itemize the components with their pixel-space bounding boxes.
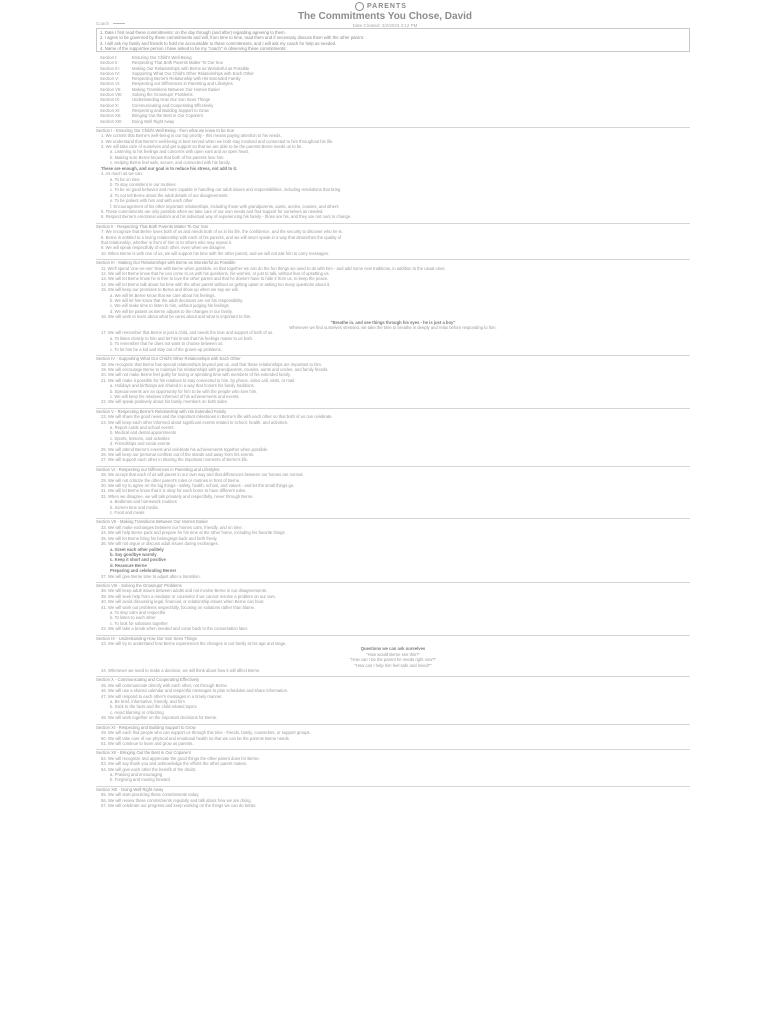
- commitment-line: 41. We will work out problems respectfully, focusing on solutions rather than blame.: [101, 604, 256, 610]
- commitment-line: b. To stay consistent in our routines: [110, 181, 176, 187]
- commitment-line: 57. We will celebrate our progress and keep working on the things we can do better.: [101, 802, 257, 808]
- section-heading: Section X - Communicating and Cooperating Effectively: [96, 677, 200, 683]
- commitment-line: 19. We will encourage Berne to maintain his relationships with grandparents, cousins, aunts and uncles, and family friends.: [101, 366, 329, 372]
- commitment-line: 51. We will continue to learn and grow as parents.: [101, 740, 194, 746]
- commitment-line: f. Encouragement of his other important relationships, including those with grandparents, aunts, uncles, cousins, and others: [110, 203, 339, 209]
- commitment-line: "How can I help him feel safe and loved?": [354, 662, 432, 668]
- toc-section-title: Respecting and Building Support to Grow: [132, 107, 209, 113]
- commitment-line: 38. We will keep adult issues between adults and not involve Berne in our disagreements.: [101, 588, 268, 594]
- commitment-line: d. We will be patient as Berne adjusts to the changes in our family.: [110, 308, 233, 314]
- toc-section-number: Section XI:: [100, 107, 121, 113]
- commitment-line: d. Friendships and social events: [110, 441, 170, 447]
- commitment-line: 48. We will work together on the important decisions for Berne.: [101, 715, 218, 721]
- section-heading: Section VI - Respecting our Differences in Parenting and Lifestyles: [96, 466, 220, 472]
- commitment-line: b. Making sure Berne knows that both of his parents love him.: [110, 154, 225, 160]
- commitment-line: 50. We will take care of our physical and emotional health so that we can be the parents Berne needs.: [101, 735, 290, 741]
- commitment-line: 15. We will keep our promises to Berne and show up when we say we will.: [101, 287, 239, 293]
- commitment-line: 29. We will not criticize the other parent's rules or routines in front of Berne.: [101, 477, 241, 483]
- commitment-line: 10. When Berne is with one of us, we will support his time with the other parent, and we will not ask him to carry messages.: [101, 250, 330, 256]
- commitment-line: 35. We will let Berne bring his belongings back and forth freely.: [101, 535, 218, 541]
- page-subtitle: Date Created: 3/2/2023 3:12 PM: [352, 23, 418, 28]
- commitment-line: 43. We will try to understand how Berne experiences the changes in our family at his age and stage.: [101, 641, 287, 647]
- commitment-line: b. To listen to each other: [110, 615, 156, 621]
- toc-section-number: Section IX:: [100, 97, 121, 103]
- commitment-line: 13. We will let Berne know he is free to love the other parent and that he doesn't have to hide it from us, to keep the peace.: [101, 276, 329, 282]
- section-heading: Section XIII - Doing Well Right Away: [96, 786, 164, 792]
- commitment-line: a. Bedtimes and homework routines: [110, 499, 177, 505]
- commitment-line: 20. We will not make Berne feel guilty for loving or spending time with members of his extended family.: [101, 372, 291, 378]
- intro-line: 3. I will ask my family and friends to hold me accountable to these commitments, and I will ask my coach for help as needed.: [100, 40, 337, 46]
- commitment-line: a. Listening to his feelings and concerns with open ears and an open heart.: [110, 149, 250, 155]
- commitment-line: These are enough, and our goal is to reduce his stress, not add to it.: [101, 165, 238, 171]
- toc-section-number: Section X:: [100, 102, 120, 108]
- commitment-line: 49. We will each find people who can support us through this time - friends, family, counselors, or support groups.: [101, 730, 311, 736]
- toc-section-title: Making Our Relationships with Berne as Wonderful as Possible: [132, 65, 250, 71]
- commitment-line: c. Food and meals: [110, 510, 145, 516]
- commitment-line: 27. We will support each other in sharing the important moments of Berne's life.: [101, 457, 249, 463]
- commitment-line: 40. We will avoid discussing legal, financial, or relationship issues when Berne can hear.: [101, 599, 265, 605]
- section-heading: Section I - Ensuring Our Child's Well-Being - from what we know to be true: [96, 127, 235, 133]
- coach-label: Coach: [96, 21, 110, 26]
- commitment-line: 46. We will use a shared calendar and respectful messages to plan schedules and share information.: [101, 688, 289, 694]
- commitment-line: that relationship, whether in front of him or to others who may repeat it.: [101, 239, 233, 245]
- commitment-line: "Breathe in, and see things through his eyes - he is just a boy": [330, 319, 456, 325]
- logo-text: PARENTS: [367, 3, 407, 10]
- commitment-line: a. Be brief, informative, friendly, and firm: [110, 699, 185, 705]
- commitment-line: Questions we can ask ourselves: [360, 646, 426, 652]
- toc-item: [100, 119, 690, 124]
- commitment-line: b. To remember that he does not want to choose between us.: [110, 341, 224, 347]
- section-heading: Section XI - Respecting and Building Support to Grow: [96, 724, 196, 730]
- section-heading: Section V - Respecting Berne's Relationship with His Extended Family: [96, 408, 227, 414]
- toc-section-number: Section II:: [100, 60, 119, 66]
- commitment-line: "How would Berne see this?": [366, 651, 420, 657]
- page-title: The Commitments You Chose, David: [297, 11, 473, 22]
- commitment-line: 24. We will keep each other informed about significant events related to school, health, and activities.: [101, 419, 289, 425]
- section-heading: Section IV - Supporting What Our Child's Other Relationships with Each Other: [96, 356, 241, 362]
- commitment-line: 31. We will let Berne know that it is okay for each home to have different rules.: [101, 488, 247, 494]
- commitment-line: b. Medical and dental appointments: [110, 430, 177, 436]
- toc-section-title: Doing Well Right Away: [132, 118, 175, 124]
- commitment-line: d. To not tell Berne about the adult details of our disagreements: [110, 192, 228, 198]
- commitment-line: 17. We will remember that Berne is just a child, and needs the love and support of both of us.: [101, 330, 274, 336]
- intro-line: 2. I agree to be governed by these commitments and will, from time to time, read them and if necessary discuss them with the other parent.: [100, 35, 365, 41]
- toc-section-number: Section V:: [100, 76, 119, 82]
- commitment-line: 39. We will seek help from a mediator or counselor if we cannot resolve a problem on our own.: [101, 593, 276, 599]
- commitment-line: 30. We will try to agree on the big things - safety, health, school, and values - and let the small things go.: [101, 483, 295, 489]
- commitment-line: 12. We will let Berne know that he can come to us with his questions, his worries, or just to talk, without fear of upsetting us.: [101, 271, 330, 277]
- commitment-line: 4. As much as we can:: [101, 171, 143, 177]
- toc-section-number: Section VIII:: [100, 92, 123, 98]
- toc-section-title: Supporting What Our Child's Other Relationships with Each Other: [132, 70, 254, 76]
- toc-section-number: Section XIII:: [100, 118, 123, 124]
- intro-line: 1. Date I first read these commitments: on the day through (and after) regarding agreeing to them.: [100, 30, 286, 35]
- commitment-line: 34. We will help Berne pack and prepare for his time at the other home, including his favorite things.: [101, 530, 286, 536]
- commitment-line: b. Stick to the facts and the child-related topics: [110, 704, 197, 710]
- commitment-line: 53. We will say thank you and acknowledge the efforts the other parent makes.: [101, 761, 248, 767]
- toc-section-number: Section IV:: [100, 70, 121, 76]
- intro-box: [96, 28, 690, 52]
- commitment-line: 56. We will review these commitments regularly and talk about how we are doing.: [101, 797, 252, 803]
- commitment-line: 47. We will respond to each other's messages in a timely manner.: [101, 693, 223, 699]
- commitment-line: a. To listen closely to him and let him know that his feelings matter to us both.: [110, 335, 254, 341]
- commitment-line: 22. We will speak positively about his family members on both sides.: [101, 399, 229, 405]
- commitment-line: b. Special events are an opportunity for him to be with the people who love him.: [110, 388, 258, 394]
- commitment-line: c. Avoid blaming or criticizing: [110, 709, 164, 715]
- commitment-line: a. Praising and encouraging: [110, 771, 163, 777]
- commitment-line: a. We will let Berne know that we care about his feelings.: [110, 292, 216, 298]
- commitment-line: d. Reassure Berne: [110, 562, 147, 568]
- commitment-line: c. We will keep his relatives informed of his achievements and events.: [110, 393, 240, 399]
- commitment-line: 55. We will start practicing these commitments today.: [101, 792, 200, 798]
- toc-section-title: Understanding How Our Son Sees Things: [132, 97, 210, 103]
- commitment-line: 18. We recognize that Berne has special relationships beyond just us, and that these relationships are important to him.: [101, 361, 323, 367]
- commitment-line: 44. Whenever we need to make a decision, we will think about how it will affect Berne.: [101, 668, 261, 674]
- commitment-line: 23. We will share the good news and the important milestones in Berne's life with each other so that both of us can celebrate.: [101, 414, 333, 420]
- commitment-line: 16. We will work to learn about what he cares about and what is important to him.: [101, 314, 252, 320]
- commitment-line: "How can I be the parent he needs right now?": [349, 657, 437, 663]
- commitment-line: c. To let him be a kid and stay out of the grown-up problems.: [110, 346, 222, 352]
- toc-section-number: Section I:: [100, 55, 118, 60]
- commitment-line: Preparing and celebrating Berne!: [110, 568, 177, 574]
- commitment-line: 14. We will let Berne talk about his time with the other parent without us getting upset or asking too many questions about it.: [101, 281, 331, 287]
- commitment-line: 5. These commitments are only possible when we take care of our own needs and find support for ourselves as needed.: [101, 208, 324, 214]
- toc-section-number: Section VII:: [100, 86, 122, 92]
- commitment-line: c. Sports, lessons, and activities: [110, 435, 170, 441]
- commitment-line: 9. We will speak respectfully of each other, even when we disagree.: [101, 245, 227, 251]
- toc-section-title: Respecting Berne's Relationship with His Extended Family: [132, 76, 241, 82]
- commitment-line: 28. We accept that each of us will parent in our own way and that differences between our homes are normal.: [101, 472, 304, 478]
- section-heading: Section VII - Making Transitions Between Our Homes Easier: [96, 519, 208, 525]
- commitment-line: b. Screen time and media: [110, 504, 158, 510]
- commitment-line: 11. We'll spend 'one-on-one' time with Berne when possible, so that together we can do the fun things we used to do with him - and add some new traditions, in addition to the usual ones.: [101, 265, 446, 271]
- section-heading: Section II - Respecting That Both Parents Matter To Our Son: [96, 223, 209, 229]
- document-body: [96, 55, 690, 1021]
- toc-section-title: Ensuring Our Child's Well-Being: [132, 55, 192, 60]
- commitment-line: 3. We will take care of ourselves and get support so that we are able to be the parents Berne needs us to be.: [101, 144, 303, 150]
- commitment-line: b. We will let him know that the adult decisions are not his responsibility.: [110, 298, 244, 304]
- commitment-line: 37. We will give Berne time to adjust after a transition.: [101, 573, 201, 579]
- commitment-line: e. To be patient with him and with each other: [110, 198, 193, 204]
- toc-section-title: Bringing Out the Best in Our Coparent: [132, 113, 203, 119]
- commitment-line: a. To stay calm and respectful: [110, 609, 166, 615]
- commitment-line: 25. We will attend Berne's events and celebrate his achievements together when possible.: [101, 446, 269, 452]
- intro-line: 4. Name of the supportive person I have asked to be my "coach" in observing these commitments:: [100, 46, 287, 52]
- sections: [96, 127, 690, 809]
- commitment-line: 8. Berne is entitled to a loving relationship with each of his parents, and we will never speak in a way that diminishes the quality of: [101, 234, 341, 240]
- commitment-line: 1. We commit that Berne's well-being is our top priority - this means paying attention to his needs.: [101, 133, 282, 139]
- commitment-line: c. To be on good behavior and more capable in handling our adult issues and responsibilities, including resolutions that bring: [110, 187, 341, 193]
- commitment-line: c. We will make time to listen to him, without judging his feelings.: [110, 303, 230, 309]
- toc-section-title: Solving the Grownups' Problems: [132, 92, 193, 98]
- commitment-line: a. Greet each other politely: [110, 546, 164, 552]
- commitment-line: 2. We understand that Berne's well-being is best served when we both stay involved and connected to him throughout his life.: [101, 138, 334, 144]
- toc-section-title: Respecting our Differences in Parenting and Lifestyles: [132, 81, 233, 87]
- commitment-line: a. To be on time: [110, 176, 140, 182]
- toc-section-number: Section XII:: [100, 113, 122, 119]
- commitment-line: 45. We will communicate directly with each other, not through Berne.: [101, 682, 229, 688]
- commitment-line: c. To look for solutions together: [110, 620, 168, 626]
- commitment-line: 42. We will take a break when needed and come back to the conversation later.: [101, 626, 249, 632]
- commitment-line: 26. We will keep our personal conflicts out of the stands and away from his events.: [101, 452, 255, 458]
- toc-section-title: Respecting That Both Parents Matter To Our Son: [132, 60, 224, 66]
- commitment-line: a. Holidays and birthdays are shared in a way that honors his family traditions.: [110, 383, 255, 389]
- section-heading: Section IX - Understanding How Our Son Sees Things: [96, 635, 197, 641]
- section-heading: Section VIII - Solving the Grownups' Problems: [96, 582, 182, 588]
- logo-icon: [355, 2, 364, 11]
- commitment-line: 21. We will make it possible for his relatives to stay connected to him, by phone, video call, visits, or mail.: [101, 377, 296, 383]
- commitment-line: 32. When we disagree, we will talk privately and respectfully, never through Berne.: [101, 493, 254, 499]
- commitment-line: b. Forgiving and moving forward: [110, 777, 170, 783]
- toc-section-number: Section III:: [100, 65, 120, 71]
- commitment-line: Whenever we find ourselves stressed, we take the time to breathe in deeply and relax before responding to him.: [289, 325, 497, 331]
- section-heading: Section III - Making Our Relationships with Berne as Wonderful as Possible: [96, 260, 236, 266]
- commitment-line: 6. Respect Berne's emotional wisdom and his individual way of experiencing his family - those are his, and they are not ours to change.: [101, 214, 352, 220]
- commitment-line: 33. We will make exchanges between our homes calm, friendly, and on time.: [101, 524, 243, 530]
- commitment-line: 7. We recognize that Berne loves both of us and needs both of us in his life, the confidence, and the security to discover who he is.: [101, 229, 343, 235]
- commitment-line: c. Keep it short and positive: [110, 557, 166, 563]
- toc-section-title: Making Transitions Between Our Homes Easier: [132, 86, 220, 92]
- table-of-contents: [96, 55, 690, 124]
- section-heading: Section XII - Bringing Out the Best in Our Coparent: [96, 750, 191, 756]
- commitment-line: 36. We will not argue or discuss adult issues during exchanges.: [101, 541, 219, 547]
- commitment-line: c. Helping Berne feel safe, secure, and connected with his family.: [110, 160, 231, 166]
- commitment-line: 54. We will give each other the benefit of the doubt.: [101, 766, 197, 772]
- commitment-line: a. Report cards and school events: [110, 424, 174, 430]
- toc-section-title: Communicating and Cooperating Effectively: [132, 102, 214, 108]
- commitment-line: b. Say goodbye warmly: [110, 551, 157, 557]
- commitment-line: 52. We will recognize and appreciate the good things the other parent does for Berne.: [101, 755, 260, 761]
- toc-section-number: Section VI:: [100, 81, 121, 87]
